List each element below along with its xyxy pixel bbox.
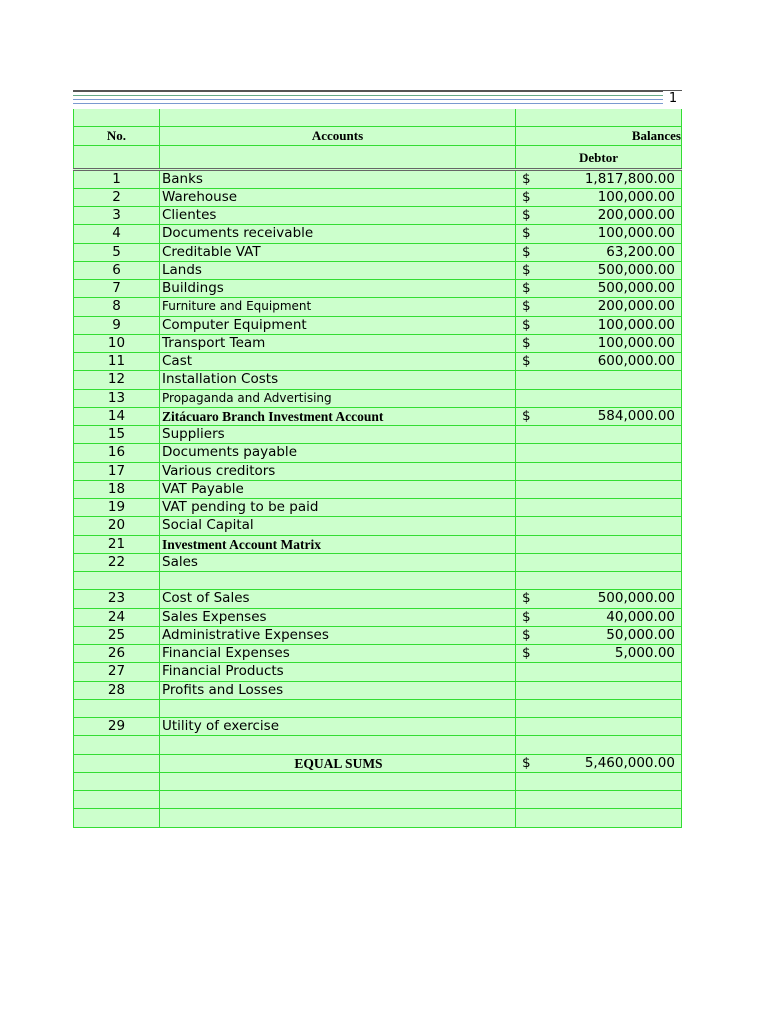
- table-row: [73, 572, 682, 590]
- amount-value: 500,000.00: [597, 261, 675, 278]
- debtor-balance: [516, 517, 682, 534]
- table-row: [73, 408, 682, 426]
- table-row: [73, 353, 682, 371]
- account-name: Financial Products: [160, 663, 516, 680]
- row-number: [73, 736, 160, 753]
- table-row: [73, 444, 682, 462]
- row-number: 28: [73, 682, 160, 699]
- amount-value: 1,817,800.00: [584, 170, 675, 187]
- debtor-balance: [516, 499, 682, 516]
- account-name: [160, 773, 516, 790]
- debtor-balance: [516, 298, 682, 315]
- table-row: [73, 773, 682, 791]
- table-row: [73, 171, 682, 189]
- account-name: Lands: [160, 262, 516, 279]
- table-row: [73, 554, 682, 572]
- row-number: [73, 791, 160, 808]
- row-number: 20: [73, 517, 160, 534]
- row-number: 14: [73, 408, 160, 425]
- table-row: [73, 207, 682, 225]
- header-debtor: Debtor: [516, 146, 682, 168]
- currency-symbol: $: [522, 353, 531, 369]
- account-name: Cost of Sales: [160, 590, 516, 607]
- row-number: 16: [73, 444, 160, 461]
- account-name: Buildings: [160, 280, 516, 297]
- amount-value: 200,000.00: [597, 207, 675, 223]
- table-row: [73, 755, 682, 773]
- debtor-balance: [516, 609, 682, 626]
- debtor-balance: [516, 536, 682, 553]
- account-name: Transport Team: [160, 335, 516, 352]
- debtor-balance: [516, 554, 682, 571]
- amount-value: 600,000.00: [597, 353, 675, 369]
- row-number: 11: [73, 353, 160, 370]
- currency-symbol: $: [522, 645, 531, 661]
- table-row: [73, 262, 682, 280]
- debtor-balance: [516, 426, 682, 443]
- account-name: EQUAL SUMS: [160, 755, 516, 772]
- table-row: [73, 736, 682, 754]
- page-number: 1: [663, 91, 683, 106]
- table-row: [73, 718, 682, 736]
- currency-symbol: $: [522, 225, 531, 242]
- table-row: [73, 645, 682, 663]
- row-number: 24: [73, 609, 160, 626]
- debtor-balance: [516, 627, 682, 644]
- row-number: [73, 572, 160, 589]
- row-number: 18: [73, 481, 160, 498]
- table-row: [73, 536, 682, 554]
- debtor-balance: [516, 572, 682, 589]
- table-row: [73, 700, 682, 718]
- account-name: Utility of exercise: [160, 718, 516, 735]
- debtor-balance: [516, 463, 682, 480]
- account-name: Social Capital: [160, 517, 516, 534]
- debtor-balance: [516, 791, 682, 808]
- account-name: Zitácuaro Branch Investment Account: [160, 408, 516, 425]
- header-row-debtor: [73, 146, 682, 171]
- currency-symbol: $: [522, 334, 531, 351]
- account-name: Documents receivable: [160, 225, 516, 242]
- header-accounts: Accounts: [160, 127, 516, 144]
- row-number: 1: [73, 171, 160, 188]
- row-number: 15: [73, 426, 160, 443]
- table-row: [73, 426, 682, 444]
- border-line: [73, 99, 682, 100]
- table-row: [73, 682, 682, 700]
- amount-value: 100,000.00: [597, 316, 675, 333]
- debtor-balance: [516, 773, 682, 790]
- debtor-balance: [516, 335, 682, 352]
- header-balances: Balances: [516, 127, 682, 144]
- table-row: [73, 463, 682, 481]
- row-number: 29: [73, 718, 160, 735]
- table-row: [73, 280, 682, 298]
- table-row: [73, 517, 682, 535]
- debtor-balance: [516, 663, 682, 680]
- amount-value: 100,000.00: [597, 334, 675, 351]
- debtor-balance: [516, 645, 682, 662]
- row-number: 26: [73, 645, 160, 662]
- currency-symbol: $: [522, 626, 531, 643]
- row-number: 21: [73, 536, 160, 553]
- table-body: [73, 171, 682, 828]
- trial-balance-table: [73, 109, 682, 828]
- account-name: [160, 700, 516, 717]
- table-row: [73, 317, 682, 335]
- table-row: [73, 663, 682, 681]
- amount-value: 40,000.00: [606, 608, 675, 625]
- row-number: 4: [73, 225, 160, 242]
- debtor-balance: [516, 280, 682, 297]
- row-number: 23: [73, 590, 160, 607]
- debtor-balance: [516, 736, 682, 753]
- debtor-balance: [516, 390, 682, 407]
- header-row-blank: [73, 109, 682, 127]
- table-row: [73, 189, 682, 207]
- header-no: No.: [73, 127, 160, 144]
- account-name: Propaganda and Advertising: [160, 390, 516, 407]
- debtor-balance: [516, 262, 682, 279]
- table-row: [73, 499, 682, 517]
- debtor-balance: [516, 207, 682, 224]
- debtor-balance: [516, 244, 682, 261]
- account-name: Profits and Losses: [160, 682, 516, 699]
- amount-value: 500,000.00: [597, 280, 675, 296]
- currency-symbol: $: [522, 170, 531, 187]
- account-name: Sales: [160, 554, 516, 571]
- amount-value: 63,200.00: [606, 243, 675, 260]
- table-row: [73, 609, 682, 627]
- amount-value: 100,000.00: [597, 188, 675, 205]
- debtor-balance: [516, 755, 682, 772]
- account-name: Clientes: [160, 207, 516, 224]
- currency-symbol: $: [522, 207, 531, 223]
- row-number: 9: [73, 317, 160, 334]
- row-number: 25: [73, 627, 160, 644]
- row-number: 7: [73, 280, 160, 297]
- currency-symbol: $: [522, 754, 531, 771]
- debtor-balance: [516, 371, 682, 388]
- amount-value: 584,000.00: [597, 407, 675, 424]
- account-name: Sales Expenses: [160, 609, 516, 626]
- account-name: Warehouse: [160, 189, 516, 206]
- account-name: Administrative Expenses: [160, 627, 516, 644]
- border-line: [73, 103, 682, 104]
- debtor-balance: [516, 408, 682, 425]
- sheet-top-border: [73, 89, 682, 109]
- account-name: VAT pending to be paid: [160, 499, 516, 516]
- account-name: Investment Account Matrix: [160, 536, 516, 553]
- currency-symbol: $: [522, 280, 531, 296]
- table-row: [73, 390, 682, 408]
- amount-value: 500,000.00: [597, 590, 675, 607]
- table-row: [73, 627, 682, 645]
- currency-symbol: $: [522, 608, 531, 625]
- debtor-balance: [516, 317, 682, 334]
- row-number: [73, 809, 160, 826]
- table-row: [73, 791, 682, 809]
- account-name: Furniture and Equipment: [160, 298, 516, 315]
- debtor-balance: [516, 225, 682, 242]
- row-number: 27: [73, 663, 160, 680]
- row-number: 17: [73, 463, 160, 480]
- currency-symbol: $: [522, 590, 531, 607]
- amount-value: 200,000.00: [597, 298, 675, 315]
- account-name: [160, 572, 516, 589]
- account-name: [160, 809, 516, 826]
- currency-symbol: $: [522, 298, 531, 315]
- account-name: Financial Expenses: [160, 645, 516, 662]
- row-number: 3: [73, 207, 160, 224]
- debtor-balance: [516, 481, 682, 498]
- table-row: [73, 481, 682, 499]
- table-row: [73, 809, 682, 827]
- currency-symbol: $: [522, 407, 531, 424]
- currency-symbol: $: [522, 316, 531, 333]
- border-line: [73, 90, 682, 92]
- table-row: [73, 244, 682, 262]
- currency-symbol: $: [522, 243, 531, 260]
- currency-symbol: $: [522, 261, 531, 278]
- debtor-balance: [516, 353, 682, 370]
- account-name: Installation Costs: [160, 371, 516, 388]
- row-number: [73, 700, 160, 717]
- row-number: 10: [73, 335, 160, 352]
- row-number: 12: [73, 371, 160, 388]
- table-row: [73, 590, 682, 608]
- debtor-balance: [516, 682, 682, 699]
- amount-value: 5,460,000.00: [584, 754, 675, 771]
- account-name: VAT Payable: [160, 481, 516, 498]
- row-number: 6: [73, 262, 160, 279]
- amount-value: 5,000.00: [614, 645, 675, 661]
- debtor-balance: [516, 444, 682, 461]
- header-row: [73, 127, 682, 145]
- table-row: [73, 225, 682, 243]
- debtor-balance: [516, 590, 682, 607]
- account-name: Various creditors: [160, 463, 516, 480]
- currency-symbol: $: [522, 188, 531, 205]
- debtor-balance: [516, 809, 682, 826]
- row-number: 19: [73, 499, 160, 516]
- account-name: Banks: [160, 171, 516, 188]
- row-number: 8: [73, 298, 160, 315]
- row-number: 5: [73, 244, 160, 261]
- table-row: [73, 298, 682, 316]
- table-row: [73, 371, 682, 389]
- row-number: 22: [73, 554, 160, 571]
- amount-value: 100,000.00: [597, 225, 675, 242]
- row-number: 2: [73, 189, 160, 206]
- border-line: [73, 95, 682, 96]
- row-number: [73, 755, 160, 772]
- account-name: [160, 791, 516, 808]
- debtor-balance: [516, 171, 682, 188]
- debtor-balance: [516, 700, 682, 717]
- row-number: 13: [73, 390, 160, 407]
- debtor-balance: [516, 189, 682, 206]
- account-name: Computer Equipment: [160, 317, 516, 334]
- account-name: Documents payable: [160, 444, 516, 461]
- account-name: [160, 736, 516, 753]
- row-number: [73, 773, 160, 790]
- account-name: Suppliers: [160, 426, 516, 443]
- table-row: [73, 335, 682, 353]
- account-name: Cast: [160, 353, 516, 370]
- debtor-balance: [516, 718, 682, 735]
- account-name: Creditable VAT: [160, 244, 516, 261]
- amount-value: 50,000.00: [606, 626, 675, 643]
